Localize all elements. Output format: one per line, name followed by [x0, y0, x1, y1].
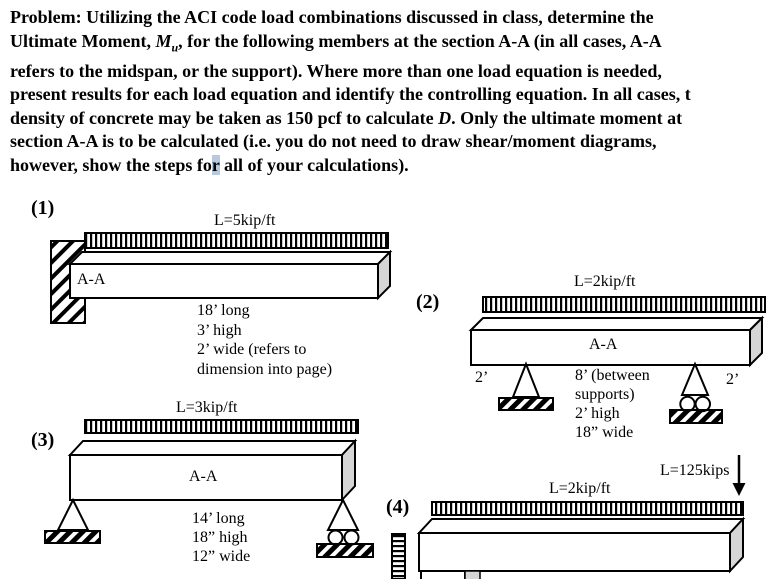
note-span-cont: supports): [575, 386, 635, 403]
distributed-load-strip: [85, 420, 358, 433]
distributed-load-strip: [432, 502, 743, 515]
diagram-4-load-label: L=2kip/ft: [549, 480, 611, 497]
diagram-3-number: (3): [31, 429, 55, 451]
diagram-1-number: (1): [31, 197, 55, 219]
beam-front-face: [70, 264, 378, 298]
diagram-3-section-label: A-A: [189, 468, 218, 485]
diagram-2-notes: [575, 366, 650, 442]
diagram-2-load-label: L=2kip/ft: [574, 273, 636, 290]
note-height: 18” high: [192, 529, 248, 546]
note-span: 8’ (between: [575, 367, 650, 384]
problem-line-5-pre: density of concrete may be taken as 150 pcf to calculate: [10, 107, 439, 128]
vertical-load-strip: [392, 534, 405, 579]
problem-line-2-post: , for the following members at the section A-A (in all cases, A-A: [178, 30, 662, 51]
note-length: 14’ long: [192, 510, 245, 527]
problem-line-3: refers to the midspan, or the support). Where more than one load equation is needed,: [10, 60, 662, 81]
beam-top-face: [70, 252, 390, 264]
pin-support-pad-hatch: [45, 531, 100, 543]
diagram-2-section-label: A-A: [589, 336, 618, 353]
dead-load-symbol: D: [438, 107, 452, 128]
note-width: 18” wide: [575, 424, 634, 441]
problem-line-7-post: all of your calculations).: [219, 154, 409, 175]
diagram-3-notes: [192, 509, 250, 566]
note-width: 12” wide: [192, 548, 251, 565]
diagram-3-load-label: L=3kip/ft: [176, 399, 238, 416]
point-load-arrow-head: [733, 483, 746, 496]
roller-support-triangle: [682, 364, 708, 395]
pin-support-triangle: [58, 500, 88, 530]
roller-support-pad-hatch: [670, 410, 722, 423]
diagram-2-right-overhang-dim: 2’: [726, 371, 740, 388]
beam-top-face: [471, 318, 762, 330]
problem-line-2-pre: Ultimate Moment,: [10, 30, 156, 51]
pedestal-front-face: [421, 571, 465, 579]
diagram-2-number: (2): [416, 291, 440, 313]
distributed-load-strip: [85, 233, 388, 248]
roller-support-pad-hatch: [317, 544, 373, 557]
diagram-1-notes: [197, 301, 332, 379]
pin-support-triangle: [513, 364, 539, 397]
roller-wheel: [329, 531, 343, 545]
moment-symbol-sub: u: [171, 40, 179, 55]
problem-line-4: present results for each load equation and identify the controlling equation. In all cases, t: [10, 84, 691, 105]
highlighted-character: r: [211, 154, 220, 175]
moment-symbol-m: M: [155, 30, 172, 51]
note-length: 18’ long: [197, 302, 250, 319]
diagram-1-load-label: L=5kip/ft: [214, 212, 276, 229]
diagram-4-point-load-label: L=125kips: [660, 462, 730, 479]
diagram-4-number: (4): [386, 496, 410, 518]
pedestal-side-face: [465, 571, 480, 579]
beam-top-face: [70, 441, 355, 455]
problem-line-5-post: . Only the ultimate moment at: [451, 107, 683, 128]
beam-front-face: [419, 533, 730, 571]
problem-line-6: section A-A is to be calculated (i.e. you do not need to draw shear/moment diagrams,: [10, 131, 657, 152]
roller-wheel: [345, 531, 359, 545]
diagram-2-left-overhang-dim: 2’: [475, 369, 489, 386]
beam-top-face: [419, 519, 743, 533]
roller-support-triangle: [328, 500, 358, 530]
problem-line-7-pre: however, show the steps fo: [10, 154, 212, 175]
note-height: 3’ high: [197, 321, 242, 339]
note-width: 2’ wide (refers to: [197, 341, 307, 358]
problem-line-1: Problem: Utilizing the ACI code load combinations discussed in class, determine the: [10, 7, 654, 27]
distributed-load-strip: [483, 297, 765, 312]
note-height: 2’ high: [575, 405, 620, 422]
diagram-1-section-label: A-A: [77, 271, 106, 288]
note-width-cont: dimension into page): [197, 360, 333, 378]
pin-support-pad-hatch: [499, 398, 553, 410]
